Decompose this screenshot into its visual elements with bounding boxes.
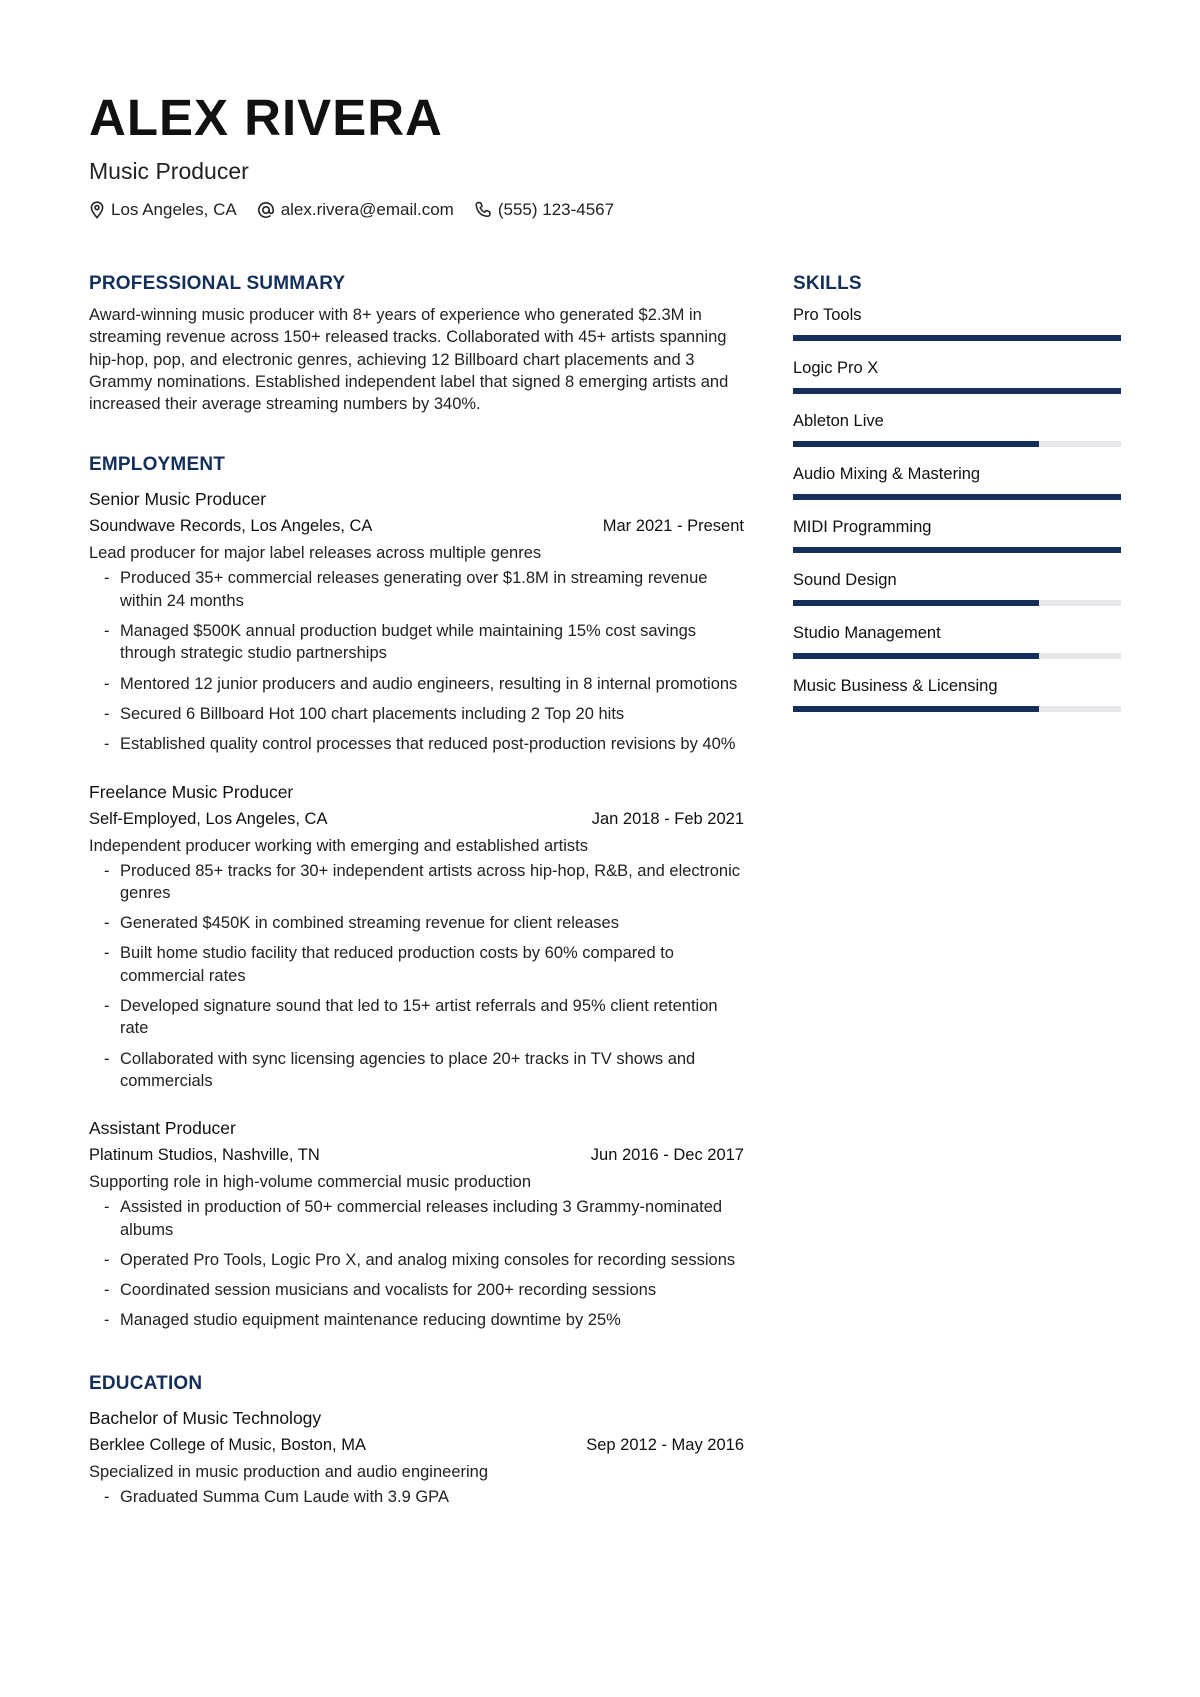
phone-icon <box>474 201 492 219</box>
skills-section <box>793 272 1121 728</box>
summary-section <box>89 272 744 415</box>
skill-level-fill <box>793 494 1121 500</box>
skill-item <box>793 569 1121 622</box>
contact-location <box>89 200 237 220</box>
job-entry-bullets <box>89 567 744 755</box>
skill-level-fill <box>793 653 1039 659</box>
skill-level-track <box>793 706 1121 712</box>
job-entry-meta <box>89 514 744 538</box>
bullet-item: - Built home studio facility that reduced production costs by 60% compared to commercial rates <box>89 942 744 987</box>
skill-level-track <box>793 494 1121 500</box>
education-heading: EDUCATION <box>89 1372 203 1394</box>
location-text: Los Angeles, CA <box>111 200 237 219</box>
skill-name: Audio Mixing & Mastering <box>793 465 981 483</box>
job-entry-bullets <box>89 1196 744 1331</box>
bullet-item: - Operated Pro Tools, Logic Pro X, and analog mixing consoles for recording sessions <box>89 1249 744 1271</box>
job-entry-bullets <box>89 860 744 1093</box>
skill-name: Ableton Live <box>793 412 884 430</box>
skill-item <box>793 304 1121 357</box>
job-entry-meta <box>89 807 744 831</box>
job-entry-dates: Mar 2021 - Present <box>602 517 744 536</box>
skill-item <box>793 357 1121 410</box>
bullet-item: - Graduated Summa Cum Laude with 3.9 GPA <box>89 1486 744 1508</box>
employment-heading: EMPLOYMENT <box>89 454 226 476</box>
skill-level-fill <box>793 706 1039 712</box>
skill-level-fill <box>793 547 1121 553</box>
skill-item <box>793 463 1121 516</box>
summary-heading: PROFESSIONAL SUMMARY <box>89 273 346 294</box>
skill-item <box>793 410 1121 463</box>
candidate-name: ALEX RIVERA <box>89 89 443 146</box>
job-entry-description: Lead producer for major label releases across multiple genres <box>89 544 542 563</box>
employment-section <box>89 453 744 1331</box>
education-school: Berklee College of Music, Boston, MA <box>89 1435 366 1454</box>
education-entry <box>89 1406 744 1508</box>
bullet-item: - Mentored 12 junior producers and audio engineers, resulting in 8 internal promotions <box>89 673 744 695</box>
education-section <box>89 1372 744 1508</box>
bullet-item: - Generated $450K in combined streaming revenue for client releases <box>89 912 744 934</box>
bullet-item: - Established quality control processes that reduced post-production revisions by 40% <box>89 733 744 755</box>
bullet-item: - Managed $500K annual production budget while maintaining 15% cost savings through strategic studio partnerships <box>89 620 744 665</box>
job-entry-company: Platinum Studios, Nashville, TN <box>89 1146 320 1165</box>
contact-email[interactable] <box>257 200 454 220</box>
skill-item <box>793 675 1121 728</box>
summary-text: Award-winning music producer with 8+ years of experience who generated $2.3M in streaming revenue across 150+ released tracks. Collaborated with 45+ artists spanning hip-hop, pop, and electronic genres, achieving 12 Billboard chart placements and 3 Grammy nominations. Established independent label that signed 8 emerging artists and increased their average streaming numbers by 340%. <box>89 306 729 414</box>
location-pin-icon <box>89 201 105 219</box>
skill-item <box>793 622 1121 675</box>
main-column <box>89 272 744 1508</box>
skills-list <box>793 304 1121 728</box>
skill-name: Sound Design <box>793 571 897 589</box>
job-entry-description: Supporting role in high-volume commercial music production <box>89 1173 532 1192</box>
job-entry <box>89 487 744 755</box>
bullet-item: - Collaborated with sync licensing agencies to place 20+ tracks in TV shows and commercials <box>89 1048 744 1093</box>
education-dates: Sep 2012 - May 2016 <box>586 1435 744 1454</box>
job-entry-title: Assistant Producer <box>89 1118 236 1139</box>
skill-level-track <box>793 653 1121 659</box>
education-bullets <box>89 1486 744 1508</box>
education-degree: Bachelor of Music Technology <box>89 1407 322 1428</box>
at-sign-icon <box>257 201 275 219</box>
bullet-item: - Produced 35+ commercial releases generating over $1.8M in streaming revenue within 24 months <box>89 567 744 612</box>
job-entry-company: Self-Employed, Los Angeles, CA <box>89 809 328 828</box>
skill-level-fill <box>793 335 1121 341</box>
job-entry-meta <box>89 1143 744 1167</box>
contact-row <box>89 200 634 220</box>
skills-heading: SKILLS <box>793 273 862 294</box>
contact-phone[interactable] <box>474 200 614 220</box>
phone-text[interactable]: (555) 123-4567 <box>497 200 615 219</box>
job-entry-title: Freelance Music Producer <box>89 781 294 802</box>
bullet-item: - Coordinated session musicians and vocalists for 200+ recording sessions <box>89 1279 744 1301</box>
skill-level-track <box>793 335 1121 341</box>
skill-level-fill <box>793 600 1039 606</box>
skill-name: Studio Management <box>793 624 941 642</box>
bullet-item: - Produced 85+ tracks for 30+ independent artists across hip-hop, R&B, and electronic genres <box>89 860 744 905</box>
skill-level-fill <box>793 441 1039 447</box>
bullet-item: - Assisted in production of 50+ commercial releases including 3 Grammy-nominated albums <box>89 1196 744 1241</box>
skill-level-track <box>793 600 1121 606</box>
bullet-item: - Managed studio equipment maintenance reducing downtime by 25% <box>89 1309 744 1331</box>
skill-name: Logic Pro X <box>793 359 879 377</box>
job-entry <box>89 1116 744 1331</box>
skill-name: Pro Tools <box>793 306 862 324</box>
education-meta <box>89 1433 744 1457</box>
skill-name: Music Business & Licensing <box>793 677 998 695</box>
skill-level-fill <box>793 388 1121 394</box>
skill-level-track <box>793 388 1121 394</box>
skill-item <box>793 516 1121 569</box>
job-title: Music Producer <box>89 158 249 184</box>
education-description: Specialized in music production and audio engineering <box>89 1462 489 1481</box>
skill-name: MIDI Programming <box>793 518 932 536</box>
skill-level-track <box>793 441 1121 447</box>
bullet-item: - Developed signature sound that led to 15+ artist referrals and 95% client retention rate <box>89 995 744 1040</box>
job-entry <box>89 780 744 1093</box>
skill-level-track <box>793 547 1121 553</box>
side-column <box>793 272 1121 728</box>
job-entry-dates: Jan 2018 - Feb 2021 <box>591 809 744 828</box>
job-entry-title: Senior Music Producer <box>89 489 267 510</box>
job-entry-company: Soundwave Records, Los Angeles, CA <box>89 517 373 536</box>
email-text[interactable]: alex.rivera@email.com <box>280 200 454 219</box>
bullet-item: - Secured 6 Billboard Hot 100 chart placements including 2 Top 20 hits <box>89 703 744 725</box>
job-entry-dates: Jun 2016 - Dec 2017 <box>590 1146 744 1165</box>
job-entry-description: Independent producer working with emerging and established artists <box>89 836 588 855</box>
